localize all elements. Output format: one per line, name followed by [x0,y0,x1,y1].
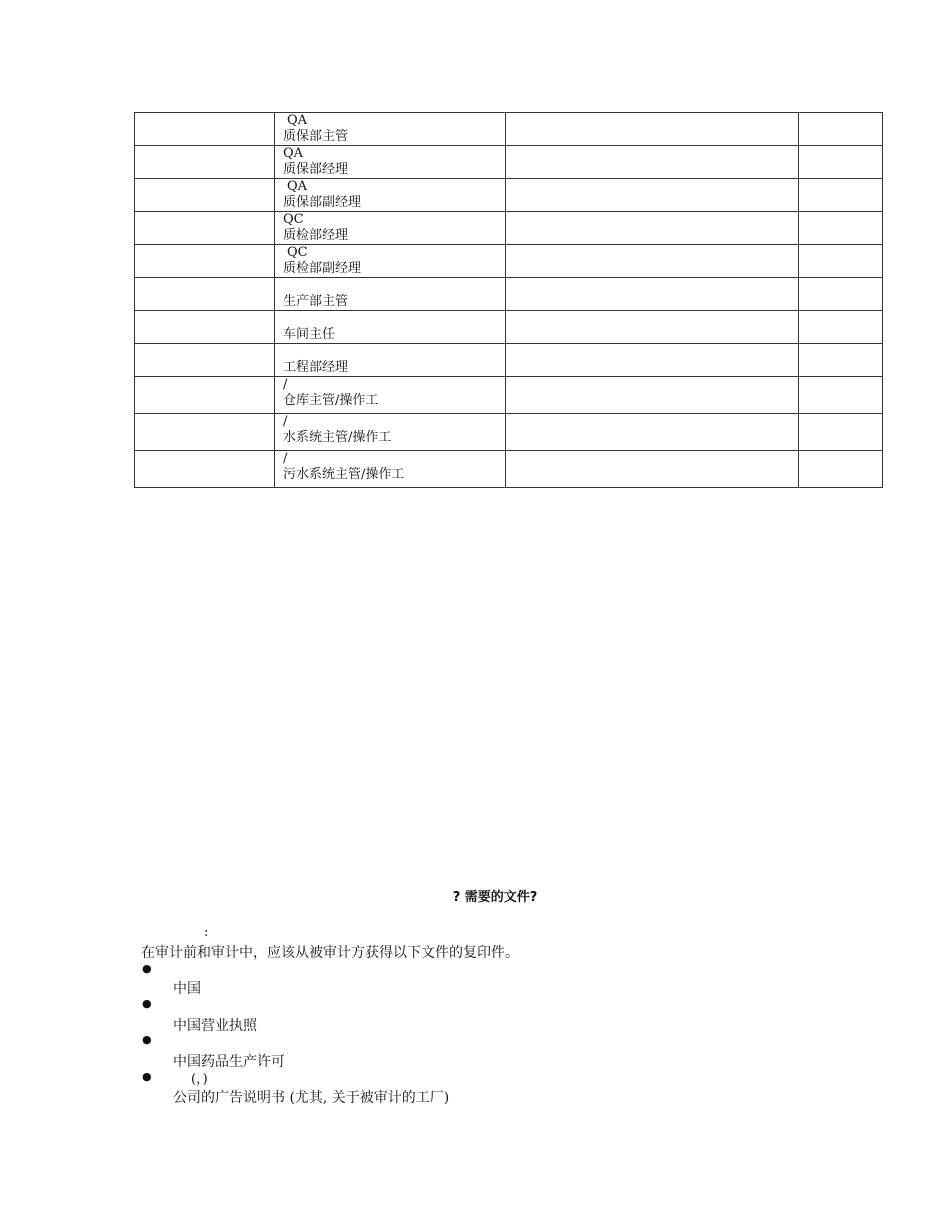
role-cell [275,451,506,488]
intro-colon: : [204,925,209,940]
table-row [135,113,883,146]
role-cell [275,245,506,278]
table-cell-empty [506,179,799,212]
doc-item-business-license: 中国营业执照 [173,1018,257,1034]
role-name: 污水系统主管/操作工 [283,467,405,482]
role-name: 水系统主管/操作工 [283,430,392,445]
role-name: 质保部副经理 [283,195,362,210]
table-cell-empty [506,311,799,344]
role-name: 车间主任 [283,327,336,342]
table-cell-empty [799,146,883,179]
role-cell [275,212,506,245]
role-name: 工程部经理 [283,360,349,375]
role-prefix: QA [287,179,308,194]
table-cell-empty [799,212,883,245]
role-cell [275,344,506,377]
role-name: 质检部经理 [283,228,349,243]
role-name: 生产部主管 [283,294,349,309]
table-cell-empty [135,245,275,278]
roles-table [134,112,883,488]
table-cell-empty [135,451,275,488]
table-cell-empty [506,245,799,278]
table-cell-empty [506,212,799,245]
doc-item-brochure: 公司的广告说明书 (尤其, 关于被审计的工厂) [173,1090,450,1106]
table-cell-empty [135,212,275,245]
role-name: 质检部副经理 [283,261,362,276]
table-row [135,245,883,278]
role-name: 质保部经理 [283,162,349,177]
table-cell-empty [799,245,883,278]
bullet-icon: ● [142,997,152,1010]
table-row [135,311,883,344]
role-prefix: / [283,451,288,466]
role-cell [275,377,506,414]
role-prefix: QC [283,212,304,227]
table-row [135,451,883,488]
table-cell-empty [506,344,799,377]
table-row [135,414,883,451]
table-cell-empty [799,113,883,146]
table-cell-empty [135,414,275,451]
table-cell-empty [135,179,275,212]
table-cell-empty [135,377,275,414]
intro-text: 在审计前和审计中，应该从被审计方获得以下文件的复印件。 [141,945,519,961]
table-row [135,146,883,179]
table-cell-empty [506,278,799,311]
role-cell [275,278,506,311]
table-cell-empty [135,113,275,146]
bullet-icon: ● [142,1033,152,1046]
paren-note: (，) [191,1072,208,1087]
table-cell-empty [506,113,799,146]
section-title: ? 需要的文件? [452,890,538,905]
table-row [135,278,883,311]
table-row [135,212,883,245]
role-cell [275,146,506,179]
table-row [135,377,883,414]
table-cell-empty [135,311,275,344]
table-row [135,179,883,212]
table-cell-empty [799,179,883,212]
role-cell [275,311,506,344]
table-cell-empty [799,311,883,344]
doc-item-china: 中国 [173,981,201,997]
table-cell-empty [135,344,275,377]
role-prefix: / [283,377,288,392]
role-cell [275,113,506,146]
bullet-icon: ● [142,962,152,975]
doc-item-drug-license: 中国药品生产许可 [173,1054,285,1070]
table-row [135,344,883,377]
role-prefix [283,278,505,294]
table-cell-empty [506,146,799,179]
role-prefix: QA [283,146,304,161]
role-prefix: QC [287,245,308,260]
role-cell [275,414,506,451]
table-cell-empty [506,377,799,414]
role-prefix [283,344,505,360]
role-name: 质保部主管 [283,129,349,144]
role-prefix: QA [287,113,308,128]
role-cell [275,179,506,212]
table-cell-empty [506,451,799,488]
table-cell-empty [135,278,275,311]
table-cell-empty [799,344,883,377]
bullet-icon: ● [142,1070,152,1083]
table-cell-empty [799,414,883,451]
role-prefix: / [283,414,288,429]
table-cell-empty [506,414,799,451]
table-cell-empty [799,377,883,414]
table-cell-empty [799,451,883,488]
role-name: 仓库主管/操作工 [283,393,379,408]
role-prefix [283,311,505,327]
table-cell-empty [799,278,883,311]
table-cell-empty [135,146,275,179]
